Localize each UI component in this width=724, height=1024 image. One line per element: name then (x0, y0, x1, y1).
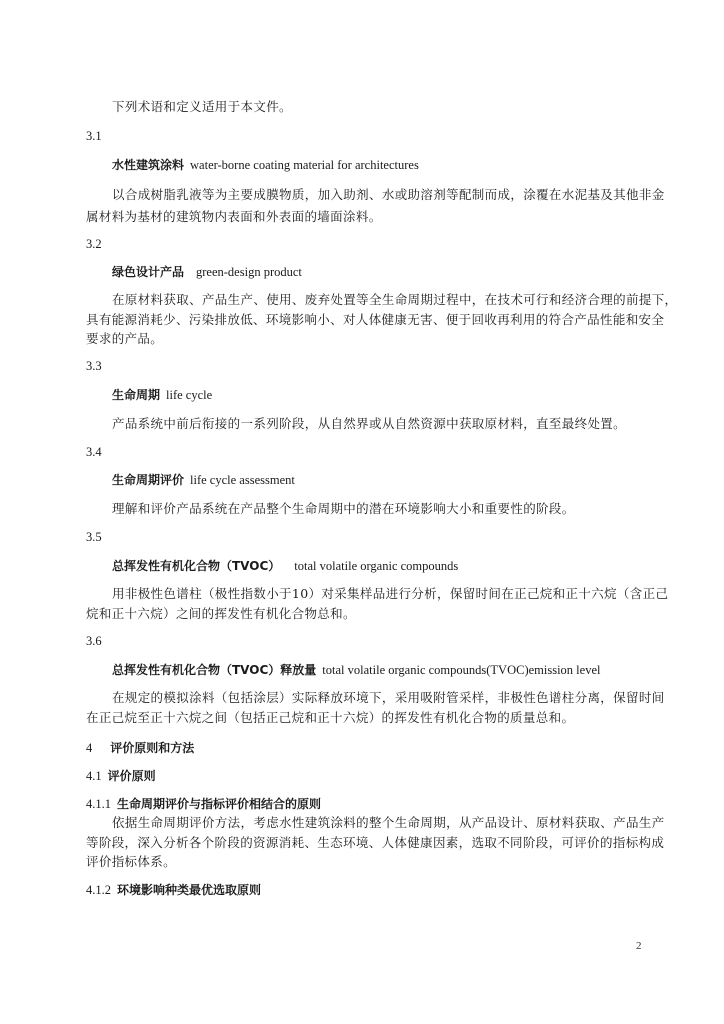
term-title (112, 157, 419, 173)
term-title (112, 387, 212, 403)
paragraph-line: 等阶段，深入分析各个阶段的资源消耗、生态环境、人体健康因素，选取不同阶段，可评价的指标构成 (86, 835, 665, 850)
term-title (112, 662, 600, 678)
subsection-number: 4.1 (86, 769, 102, 783)
term-name-zh: 生命周期 (112, 388, 161, 402)
subsubsection-heading (86, 796, 321, 812)
subsection-heading (86, 768, 156, 784)
intro-text: 下列术语和定义适用于本文件。 (112, 99, 292, 114)
term-definition-line: 产品系统中前后衔接的一系列阶段，从自然界或从自然资源中获取原材料，直至最终处置。 (112, 416, 627, 431)
term-definition-line: 在正己烷至正十六烷之间（包括正己烷和正十六烷）的挥发性有机化合物的质量总和。 (86, 710, 575, 725)
term-name-en: life cycle assessment (190, 473, 295, 487)
term-definition-line: 用非极性色谱柱（极性指数小于10）对采集样品进行分析，保留时间在正己烷和正十六烷（含正己 (112, 586, 669, 601)
subsubsection-title: 生命周期评价与指标评价相结合的原则 (117, 797, 322, 811)
paragraph-line: 评价指标体系。 (86, 854, 176, 869)
term-name-en: life cycle (166, 388, 213, 402)
term-title (112, 558, 458, 574)
term-number: 3.1 (86, 129, 102, 143)
term-definition-line: 烷和正十六烷）之间的挥发性有机化合物总和。 (86, 606, 356, 621)
term-definition-line: 具有能源消耗少、污染排放低、环境影响小、对人体健康无害、便于回收再利用的符合产品性能和安全 (86, 312, 665, 327)
section-title: 评价原则和方法 (110, 741, 195, 755)
term-definition-line: 在原材料获取、产品生产、使用、废弃处置等全生命周期过程中，在技术可行和经济合理的前提下， (112, 292, 678, 307)
term-definition-line: 以合成树脂乳液等为主要成膜物质，加入助剂、水或助溶剂等配制而成，涂覆在水泥基及其他非金 (112, 187, 665, 202)
term-name-zh: 水性建筑涂料 (112, 158, 185, 172)
term-definition-line: 属材料为基材的建筑物内表面和外表面的墙面涂料。 (86, 209, 382, 224)
term-title (112, 264, 302, 280)
page-number: 2 (636, 940, 642, 952)
subsection-title: 评价原则 (107, 769, 156, 783)
term-name-en: water-borne coating material for architectures (190, 158, 419, 172)
term-name-en: green-design product (196, 265, 302, 279)
term-number: 3.4 (86, 445, 102, 459)
subsubsection-number: 4.1.2 (86, 883, 111, 897)
paragraph-line: 依据生命周期评价方法，考虑水性建筑涂料的整个生命周期，从产品设计、原材料获取、产品生产 (112, 815, 665, 830)
term-number: 3.6 (86, 634, 102, 648)
term-name-zh: 绿色设计产品 (112, 265, 185, 279)
term-name-zh: 生命周期评价 (112, 473, 185, 487)
term-name-en: total volatile organic compounds (294, 559, 459, 573)
subsubsection-number: 4.1.1 (86, 797, 111, 811)
term-number: 3.5 (86, 530, 102, 544)
section-number: 4 (86, 741, 93, 755)
term-definition-line: 要求的产品。 (86, 331, 164, 346)
term-name-en: total volatile organic compounds(TVOC)emission level (322, 663, 601, 677)
term-number: 3.3 (86, 359, 102, 373)
term-title (112, 472, 295, 488)
subsubsection-title: 环境影响种类最优选取原则 (117, 883, 262, 897)
term-definition-line: 理解和评价产品系统在产品整个生命周期中的潜在环境影响大小和重要性的阶段。 (112, 501, 575, 516)
term-name-zh: 总挥发性有机化合物（TVOC）释放量 (112, 663, 317, 677)
term-number: 3.2 (86, 237, 102, 251)
section-heading (86, 740, 194, 756)
subsubsection-heading (86, 882, 261, 898)
term-definition-line: 在规定的模拟涂料（包括涂层）实际释放环境下，采用吸附管采样，非极性色谱柱分离，保留时间 (112, 690, 665, 705)
term-name-zh: 总挥发性有机化合物（TVOC） (112, 559, 281, 573)
